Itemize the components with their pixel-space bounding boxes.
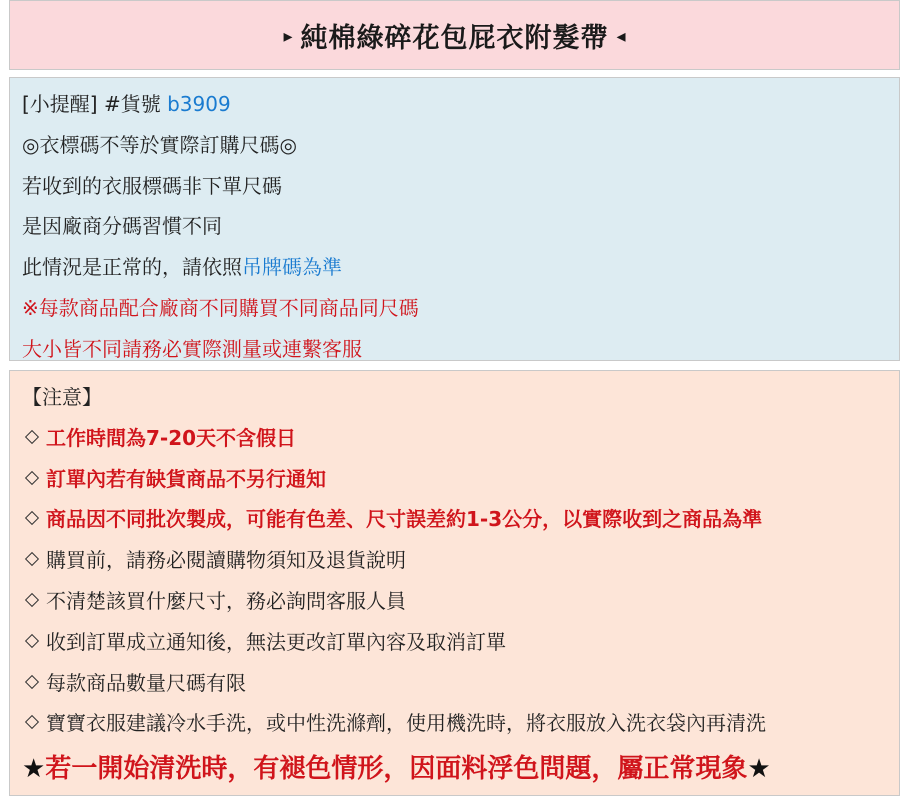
diamond-bullet-icon [25, 634, 39, 648]
notice-item-text: 商品因不同批次製成，可能有色差、尺寸誤差約1-3公分，以實際收到之商品為準 [46, 507, 763, 532]
reminder-line: ◎衣標碼不等於實際訂購尺碼◎ [22, 132, 297, 157]
item-number: b3909 [167, 92, 231, 116]
reminder-line: 是因廠商分碼習慣不同 [22, 214, 222, 239]
notice-item [22, 418, 887, 459]
diamond-bullet-icon [25, 511, 39, 525]
reminder-item-number-line [22, 84, 887, 125]
washing-fade-notice [22, 746, 887, 792]
diamond-bullet-icon [25, 593, 39, 607]
tag-size-highlight: 吊牌碼為準 [242, 255, 342, 280]
notice-panel [9, 370, 900, 796]
diamond-bullet-icon [25, 675, 39, 689]
notice-item [22, 459, 887, 500]
notice-item-text: 不清楚該買什麼尺寸，務必詢問客服人員 [46, 588, 406, 613]
notice-item [22, 540, 887, 581]
reminder-tag-size-line [22, 247, 887, 288]
triangle-right-icon: ▸ [283, 25, 293, 47]
diamond-bullet-icon [25, 715, 39, 729]
notice-item [22, 663, 887, 704]
reminder-text: 此情況是正常的，請依照 [22, 255, 242, 280]
notice-item [22, 499, 887, 540]
reminder-line: 若收到的衣服標碼非下單尺碼 [22, 173, 282, 198]
star-icon: ★ [747, 754, 771, 785]
star-icon: ★ [22, 754, 46, 785]
notice-item [22, 622, 887, 663]
notice-item-text: 收到訂單成立通知後，無法更改訂單內容及取消訂單 [46, 629, 506, 654]
title-banner [9, 0, 900, 70]
reminder-label: [小提醒] #貨號 [22, 92, 168, 116]
notice-heading: 【注意】 [22, 385, 102, 409]
notice-item-text: 寶寶衣服建議冷水手洗，或中性洗滌劑，使用機洗時，將衣服放入洗衣袋內再清洗 [46, 711, 766, 736]
notice-item-text: 訂單內若有缺貨商品不另行通知 [46, 466, 326, 491]
fade-notice-text: 若一開始清洗時，有褪色情形，因面料浮色問題，屬正常現象 [45, 754, 748, 785]
reminder-warning-line: 大小皆不同請務必實際測量或連繫客服 [22, 336, 362, 361]
product-title: 純棉綠碎花包屁衣附髮帶 [300, 22, 609, 54]
notice-item [22, 703, 887, 744]
notice-item-text: 工作時間為7-20天不含假日 [46, 425, 297, 450]
reminder-warning-line: ※每款商品配合廠商不同購買不同商品同尺碼 [22, 295, 419, 320]
diamond-bullet-icon [25, 430, 39, 444]
notice-item [22, 581, 887, 622]
notice-item-text: 購買前，請務必閱讀購物須知及退貨說明 [46, 548, 406, 573]
size-reminder-panel [9, 77, 900, 361]
diamond-bullet-icon [25, 471, 39, 485]
notice-item-text: 每款商品數量尺碼有限 [46, 670, 246, 695]
triangle-left-icon: ◂ [616, 25, 626, 47]
diamond-bullet-icon [25, 552, 39, 566]
